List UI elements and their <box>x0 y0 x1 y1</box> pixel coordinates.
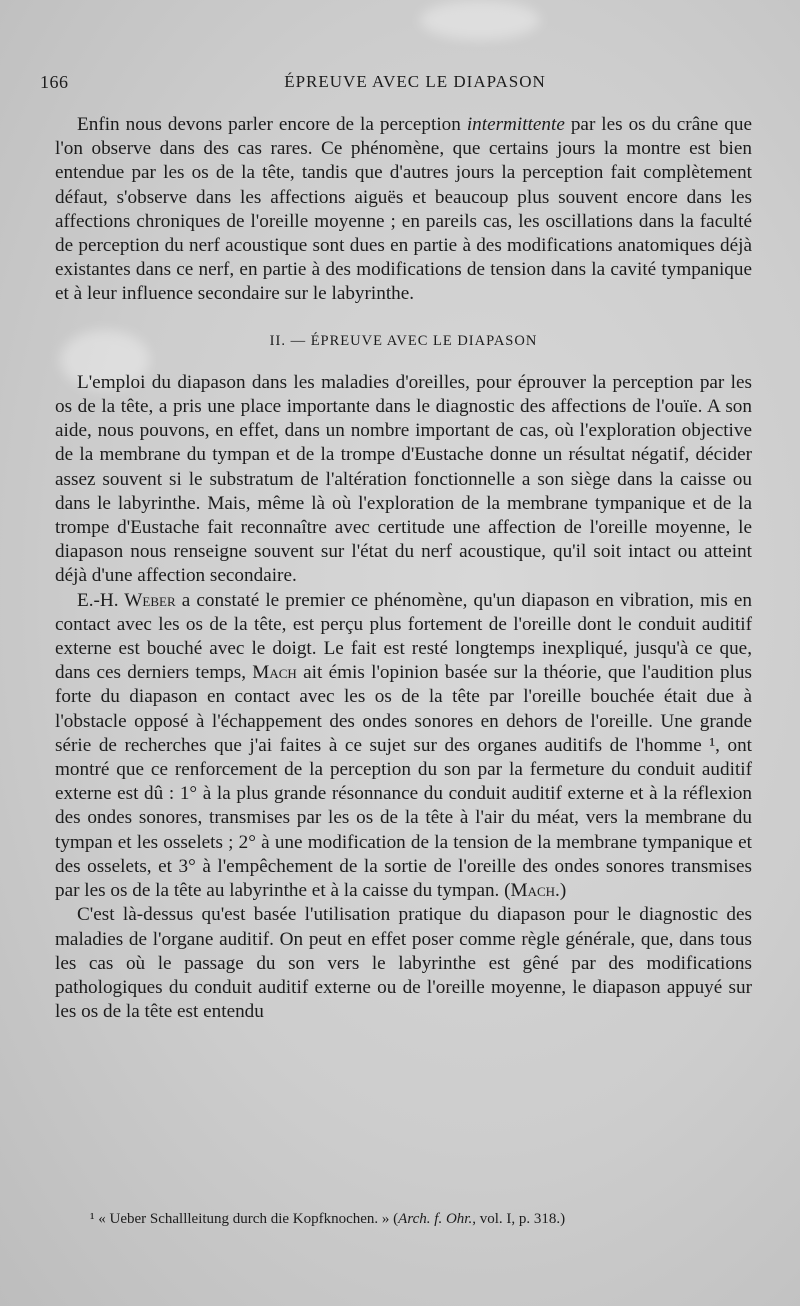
author-name-mach: Mach <box>252 662 297 684</box>
footnote-text: « Ueber Schallleitung durch die Kopfknochen. » ( <box>94 1211 399 1227</box>
running-head: ÉPREUVE AVEC LE DIAPASON <box>284 72 546 91</box>
footnote-marker: ¹ <box>90 1211 95 1227</box>
author-name-mach-citation: Mach. <box>510 880 560 902</box>
page-header <box>40 72 790 100</box>
author-name-weber: E.-H. Weber <box>77 589 176 611</box>
emphasis-intermittente: intermittente <box>466 114 565 135</box>
section-heading: II. — ÉPREUVE AVEC LE DIAPASON <box>269 332 538 349</box>
page-number: 166 <box>40 72 69 92</box>
paragraph-1 <box>55 113 752 307</box>
paragraph-3-text-c: ) <box>559 880 567 902</box>
paragraph-3 <box>55 589 752 904</box>
paragraph-2: L'emploi du diapason dans les maladies d'oreilles, pour éprouver la perception par les os de la tête, a pris une place importante dans le diagnostic des affections de l'ouïe. A son aide, nous pouvons, en effet, dans un nombre important de cas, où l'exploration objective de la membrane du tympan et de la trompe d'Eustache donne un résultat négatif, décider assez souvent si le substratum de l'altération fonctionnelle a son siège dans la caisse ou dans le labyrinthe. Mais, même là où l'exploration de la membrane tympanique et de la trompe d'Eustache fait reconnaître avec certitude une affection de l'oreille moyenne, le diapason nous renseigne souvent sur l'état du nerf acoustique, qu'il soit intact ou atteint déjà d'une affection secondaire. <box>55 371 752 587</box>
paragraph-4: C'est là-dessus qu'est basée l'utilisation pratique du diapason pour le diagnostic des maladies de l'organe auditif. On peut en effet poser comme règle générale, que, dans tous les cas où le passage du son vers le labyrinthe est gêné par des modifications pathologiques du conduit auditif externe ou de l'oreille moyenne, le diapason appuyé sur les os de la tête est entendu <box>55 904 752 1023</box>
paragraph-1-text-b: par les os du crâne que l'on observe dans des cas rares. Ce phénomène, que certains jours la montre est bien entendue par les os de la tête, tandis que d'autres jours la perception fait complètement défaut, s'observe dans les affections aiguës et beaucoup plus souvent encore dans les affections chroniques de l'oreille moyenne ; en pareils cas, les oscillations dans la faculté de perception du nerf acoustique sont dues en partie à des modifications anatomiques déjà existantes dans ce nerf, en partie à des modifications de tension dans la cavité tympanique et à leur influence secondaire sur le labyrinthe. <box>55 114 752 305</box>
paragraph-1-text-a: Enfin nous devons parler encore de la perception <box>77 114 467 135</box>
paragraph-3-text-a: a constaté le premier ce phénomène, qu'un diapason en vibration, mis en contact avec les os de la tête, est perçu plus fortement de l'oreille dont le conduit auditif externe est bouché avec le doigt. Le fait est resté longtemps inexpliqué, jusqu'à ce que, dans ces derniers temps, <box>55 589 752 684</box>
footnote-source: Arch. f. Ohr. <box>398 1211 473 1227</box>
paper-stain <box>420 0 540 40</box>
paragraph-3-text-b: ait émis l'opinion basée sur la théorie, que l'audition plus forte du diapason en contact avec les os de la tête par l'oreille bouchée était due à l'obstacle opposé à l'échappement des ondes sonores en dehors de l'oreille. Une grande série de recherches que j'ai faites à ce sujet sur des organes auditifs de l'homme ¹, ont montré que ce renforcement de la perception du son par la fermeture du conduit auditif externe est dû : 1° à la plus grande résonnance du conduit auditif externe et à la réflexion des ondes sonores, transmises par les os de la tête à l'air du méat, vers la membrane du tympan et les osselets ; 2° à une modification de la tension de la membrane tympanique et des osselets, et 3° à l'empêchement de la sortie de l'oreille des ondes sonores transmises par les os de la tête au labyrinthe et à la caisse du tympan. ( <box>55 662 752 902</box>
footnote <box>90 1209 730 1229</box>
footnote-tail: , vol. I, p. 318.) <box>472 1211 566 1227</box>
body-text <box>55 113 752 1024</box>
